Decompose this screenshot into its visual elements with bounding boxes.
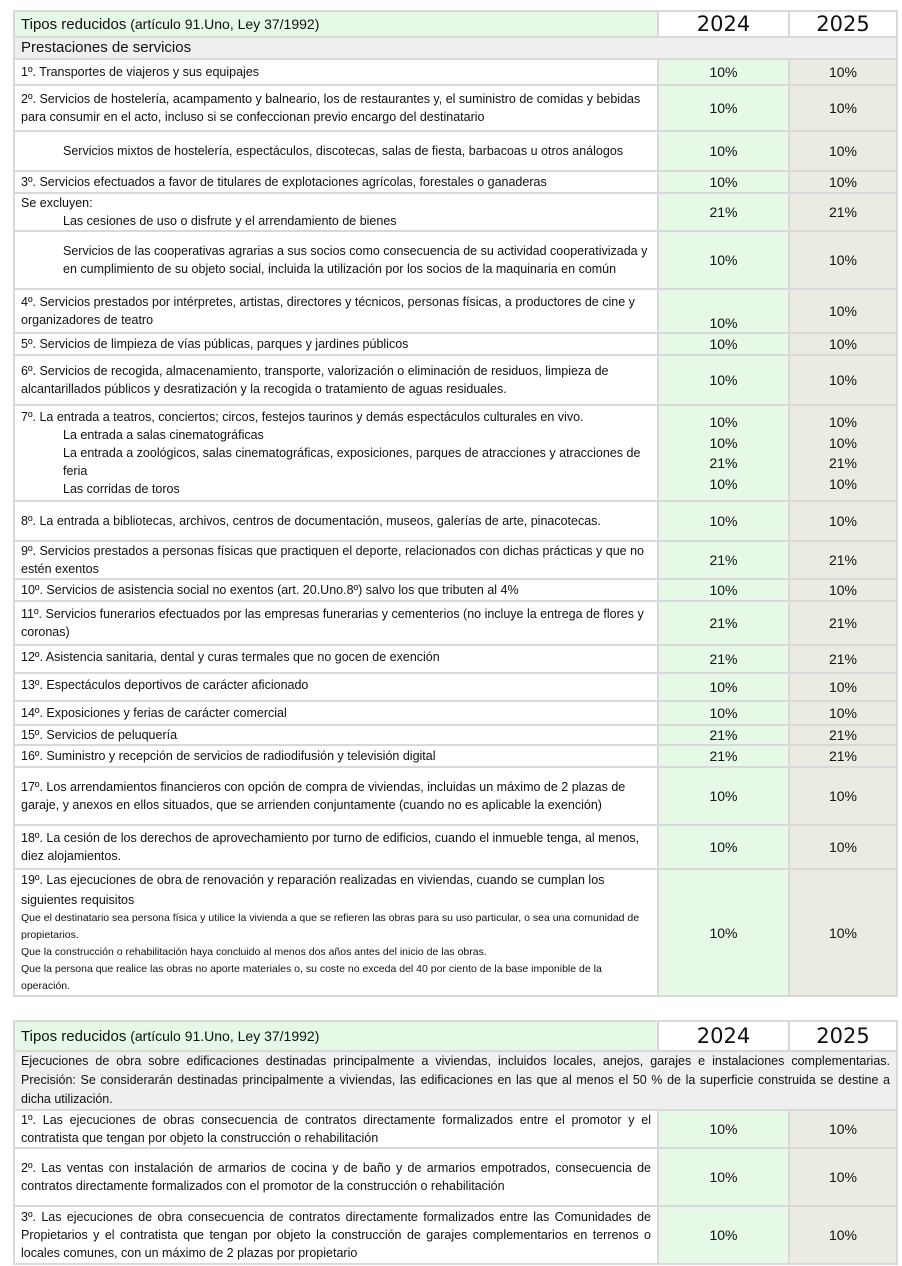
row-description: Servicios mixtos de hostelería, espectáculos, discotecas, salas de fiesta, barbacoas u otros análogos <box>63 144 624 158</box>
rate-2025: 21% <box>789 645 897 673</box>
row-subitem: La entrada a zoológicos, salas cinematográficas, exposiciones, parques de atracciones y atracciones de feria <box>63 446 641 478</box>
title-main: Tipos reducidos <box>21 1027 127 1045</box>
rate-2025: 10% <box>789 131 897 171</box>
row-description: 2º. Servicios de hostelería, acampamento y balneario, los de restaurantes y, el suministro de comidas y bebidas para consumir en el acto, incluso si se confeccionan previo encargo del destinatario <box>14 85 658 131</box>
rate-2025: 21% <box>789 193 897 231</box>
rate-2025: 10% <box>789 231 897 289</box>
rate-2025: 21% <box>789 745 897 767</box>
row-description: 13º. Espectáculos deportivos de carácter aficionado <box>14 673 658 701</box>
rate-2025: 21% <box>789 725 897 745</box>
row-description: 2º. Las ventas con instalación de armarios de cocina y de baño y de armarios empotrados, consecuencia de contratos directamente formalizados con el promotor de la construcción o rehabilitación <box>14 1148 658 1206</box>
rate-2024: 21% <box>658 645 789 673</box>
table-row <box>14 333 897 355</box>
rate-2024: 10% <box>658 579 789 601</box>
row-description: 8º. La entrada a bibliotecas, archivos, centros de documentación, museos, galerías de arte, pinacotecas. <box>14 501 658 541</box>
table-row <box>14 1148 897 1206</box>
table-row <box>14 1110 897 1148</box>
rate-2024: 10% <box>658 501 789 541</box>
rate-2024: 10% <box>658 1110 789 1148</box>
rate-2024: 21% <box>658 193 789 231</box>
rate-2024: 10% <box>709 434 738 451</box>
row-description: 18º. La cesión de los derechos de aprovechamiento por turno de edificios, cuando el inmueble tenga, al menos, diez alojamientos. <box>14 825 658 869</box>
requirement-1: Que el destinatario sea persona física y utilice la vivienda a que se refieren las obras para su uso particular, o sea una comunidad de propietarios. <box>21 912 640 941</box>
table-row <box>14 85 897 131</box>
reduced-rates-construction-table <box>13 1020 898 1265</box>
intro-text: Ejecuciones de obra sobre edificaciones destinadas principalmente a viviendas, incluidos locales, anejos, garajes e instalaciones complementarias. Precisión: Se considerarán destinadas principalmente a viviendas, las edificaciones en las que al menos el 50 % de la superficie construida se destine a dicha utilización. <box>14 1051 897 1110</box>
rate-2024: 10% <box>709 414 738 430</box>
rate-2025: 10% <box>789 1148 897 1206</box>
rates-2025 <box>789 405 897 501</box>
rate-2025: 10% <box>789 1206 897 1264</box>
rate-2024: 10% <box>658 85 789 131</box>
row-description: 3º. Las ejecuciones de obra consecuencia de contratos directamente formalizados entre las Comunidades de Propietarios y el contratista que tengan por objeto la construcción de garajes complementarios en terrenos o locales comunes, con un máximo de 2 plazas por propietario <box>14 1206 658 1264</box>
table-row <box>14 131 897 171</box>
rates-2024 <box>658 405 789 501</box>
table-row <box>14 745 897 767</box>
row-description: 9º. Servicios prestados a personas físicas que practiquen el deporte, relacionados con dichas prácticas y que no estén exentos <box>14 541 658 579</box>
row-description: Servicios de las cooperativas agrarias a sus socios como consecuencia de su actividad cooperativizada y en cumplimiento de su objeto social, incluida la utilización por los socios de la maquinaria en común <box>63 244 648 276</box>
row-description: 11º. Servicios funerarios efectuados por las empresas funerarias y cementerios (no incluye la entrega de flores y coronas) <box>14 601 658 645</box>
rate-2024: 21% <box>709 455 738 471</box>
rate-2025: 21% <box>789 601 897 645</box>
intro-row <box>14 1051 897 1110</box>
rate-2024: 10% <box>658 701 789 725</box>
rate-2024: 10% <box>658 1148 789 1206</box>
rate-2025: 10% <box>789 767 897 825</box>
rate-2024: 10% <box>658 1206 789 1264</box>
rate-2025: 10% <box>789 171 897 193</box>
row-description: 12º. Asistencia sanitaria, dental y curas termales que no gocen de exención <box>14 645 658 673</box>
rate-2024: 10% <box>658 333 789 355</box>
rate-2025: 10% <box>789 701 897 725</box>
row-description: 1º. Transportes de viajeros y sus equipajes <box>14 59 658 85</box>
table-row <box>14 501 897 541</box>
rate-2025: 21% <box>828 455 858 471</box>
rate-2025: 10% <box>789 825 897 869</box>
rate-2024: 10% <box>658 171 789 193</box>
section-title: Prestaciones de servicios <box>14 37 897 59</box>
row-description: 7º. La entrada a teatros, conciertos; circos, festejos taurinos y demás espectáculos culturales en vivo. <box>21 410 584 424</box>
rate-2024: 10% <box>658 131 789 171</box>
year-2025-header: 2025 <box>789 1021 897 1051</box>
rate-2024: 21% <box>658 725 789 745</box>
row-description: 6º. Servicios de recogida, almacenamiento, transporte, valorización o eliminación de residuos, limpieza de alcantarillados públicos y desratización y la recogida o tratamiento de aguas residuales. <box>14 355 658 405</box>
table-row <box>14 725 897 745</box>
title-reference: (artículo 91.Uno, Ley 37/1992) <box>126 1027 320 1044</box>
year-2024-header: 2024 <box>658 11 789 37</box>
rate-2024: 10% <box>709 475 738 492</box>
rate-2025: 10% <box>789 869 897 996</box>
year-2024-header: 2024 <box>658 1021 789 1051</box>
row-description: 17º. Los arrendamientos financieros con opción de compra de viviendas, incluidas un máximo de 2 plazas de garaje, y anexos en ellos situados, que se arrienden conjuntamente (cuando no es aplicable la exención) <box>14 767 658 825</box>
table-row <box>14 673 897 701</box>
title-main: Tipos reducidos <box>21 15 127 33</box>
row-description: 15º. Servicios de peluquería <box>14 725 658 745</box>
rate-2024: 10% <box>658 231 789 289</box>
rate-2025: 10% <box>789 501 897 541</box>
rate-2025: 10% <box>828 414 858 430</box>
table-row <box>14 767 897 825</box>
rate-2025: 10% <box>789 579 897 601</box>
table-row <box>14 869 897 996</box>
table-title <box>14 1021 658 1051</box>
table-row <box>14 601 897 645</box>
table-row <box>14 231 897 289</box>
table-row <box>14 825 897 869</box>
rate-2024: 21% <box>658 745 789 767</box>
year-2025-header: 2025 <box>789 11 897 37</box>
table-row <box>14 645 897 673</box>
table-row <box>14 579 897 601</box>
row-description: 3º. Servicios efectuados a favor de titulares de explotaciones agrícolas, forestales o ganaderas <box>14 171 658 193</box>
section-header <box>14 37 897 59</box>
table-row <box>14 193 897 231</box>
rate-2025: 10% <box>789 289 897 333</box>
rate-2024: 21% <box>658 541 789 579</box>
rate-2025: 10% <box>789 355 897 405</box>
requirement-3: Que la persona que realice las obras no aporte materiales o, su coste no exceda del 40 por ciento de la base imponible de la operación. <box>21 963 602 992</box>
rate-2025: 10% <box>828 475 858 492</box>
rate-2025: 10% <box>789 1110 897 1148</box>
title-reference: (artículo 91.Uno, Ley 37/1992) <box>126 15 320 32</box>
row-description: 14º. Exposiciones y ferias de carácter comercial <box>14 701 658 725</box>
table-row <box>14 355 897 405</box>
rate-2024: 10% <box>658 289 789 333</box>
row-description: 5º. Servicios de limpieza de vías públicas, parques y jardines públicos <box>14 333 658 355</box>
table-row <box>14 1206 897 1264</box>
reduced-rates-services-table <box>13 10 898 997</box>
table-row <box>14 171 897 193</box>
rate-2025: 10% <box>789 673 897 701</box>
rate-2024: 10% <box>658 59 789 85</box>
rate-2025: 21% <box>789 541 897 579</box>
requirement-2: Que la construcción o rehabilitación haya concluido al menos dos años antes del inicio de las obras. <box>21 946 487 958</box>
row-subitem: La entrada a salas cinematográficas <box>63 428 264 442</box>
rate-2025: 10% <box>789 59 897 85</box>
rate-2025: 10% <box>789 85 897 131</box>
rate-2024: 10% <box>658 869 789 996</box>
rate-2025: 10% <box>828 434 858 451</box>
table-header <box>14 11 897 37</box>
table-row <box>14 289 897 333</box>
table-title <box>14 11 658 37</box>
rate-2024: 10% <box>658 355 789 405</box>
rate-2024: 10% <box>658 767 789 825</box>
exclusion-label: Se excluyen: <box>21 196 93 210</box>
table-row <box>14 405 897 501</box>
table-header <box>14 1021 897 1051</box>
rate-2024: 10% <box>658 673 789 701</box>
row-description: 16º. Suministro y recepción de servicios de radiodifusión y televisión digital <box>14 745 658 767</box>
table-row <box>14 59 897 85</box>
row-description: Las cesiones de uso o disfrute y el arrendamiento de bienes <box>63 214 397 228</box>
row-description: 10º. Servicios de asistencia social no exentos (art. 20.Uno.8º) salvo los que tributen al 4% <box>14 579 658 601</box>
rate-2024: 21% <box>658 601 789 645</box>
row-description: 19º. Las ejecuciones de obra de renovación y reparación realizadas en viviendas, cuando se cumplan los siguientes requisitos <box>21 873 605 907</box>
rate-2025: 10% <box>789 333 897 355</box>
table-row <box>14 701 897 725</box>
table-row <box>14 541 897 579</box>
row-description: 4º. Servicios prestados por intérpretes, artistas, directores y técnicos, personas físicas, a productores de cine y organizadores de teatro <box>14 289 658 333</box>
rate-2024: 10% <box>658 825 789 869</box>
row-description: 1º. Las ejecuciones de obras consecuencia de contratos directamente formalizados entre el promotor y el contratista que tengan por objeto la construcción o rehabilitación <box>14 1110 658 1148</box>
row-subitem: Las corridas de toros <box>63 482 180 496</box>
